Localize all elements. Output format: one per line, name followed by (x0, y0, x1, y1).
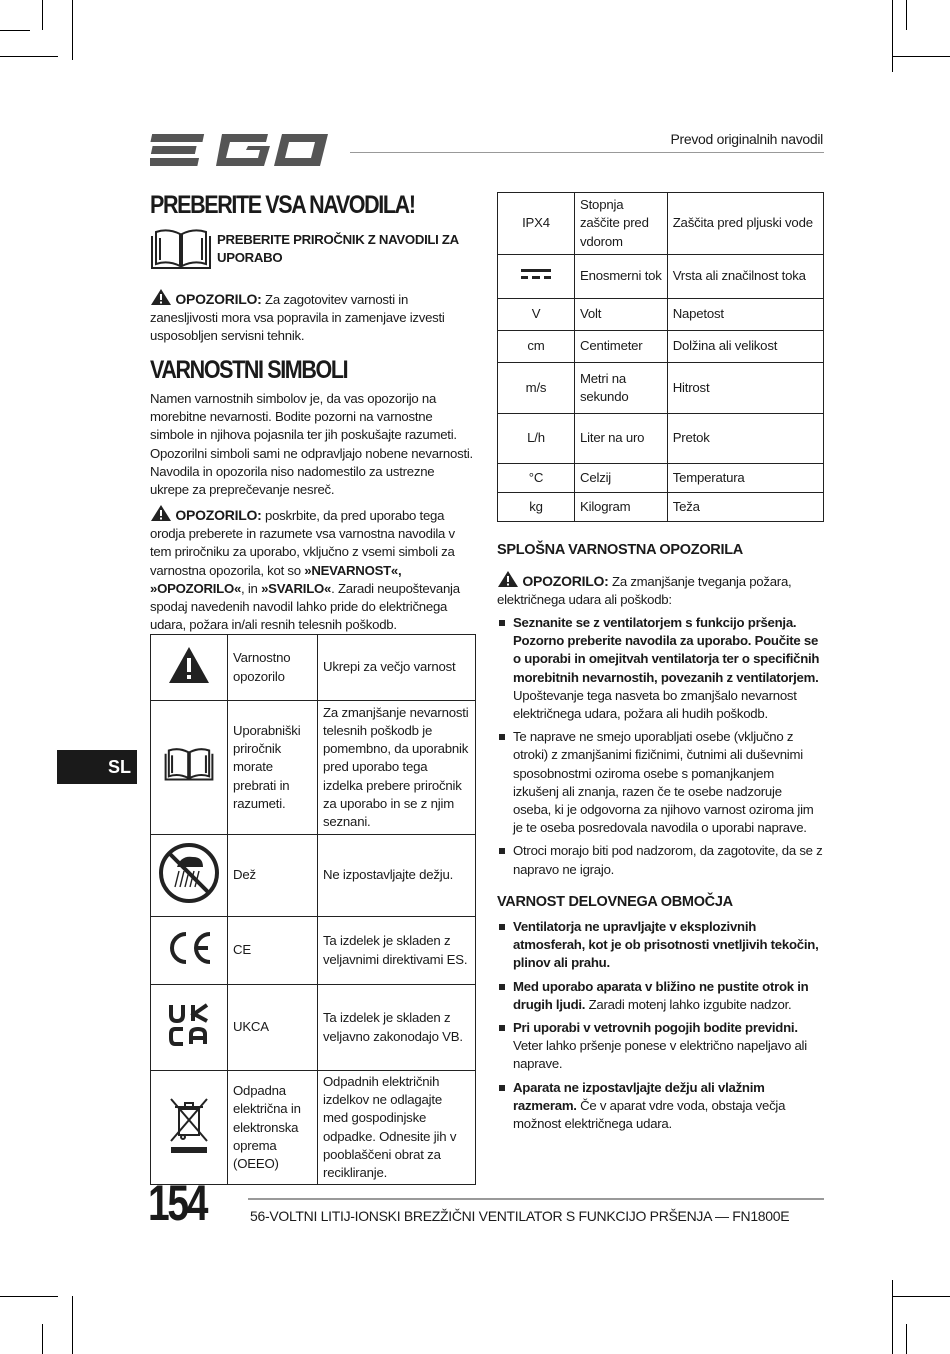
item-bold: Med uporabo aparata v bližino ne pustite otrok in drugih ljudi. (513, 978, 809, 1012)
symbol-name: Odpadna električna in elektronska oprema (OEEO) (228, 1071, 318, 1185)
warning-signal-word: »SVARILO« (261, 580, 332, 596)
unit-name: Centimeter (575, 331, 668, 363)
section-title-safety-symbols: VARNOSTNI SIMBOLI (150, 356, 348, 384)
item-text: Te naprave ne smejo uporabljati osebe (vključno z otroki) z zmanjšanimi fizičnimi, čutnimi ali duševnimi sposobnostmi oziroma osebe s pomanjkanjem izkušenj ali znanja, razen če te osebe nadzoruje oseba, ki je odgovorna za njihovo varnost oziroma jim je te oseba posredovala navodila o uporabi naprave. (513, 729, 814, 836)
header-rule (350, 152, 824, 153)
footer-rule (248, 1198, 824, 1200)
symbol-cell (151, 985, 228, 1071)
crop-mark (0, 56, 58, 57)
symbol-name: Dež (228, 835, 318, 917)
symbols-intro: Namen varnostnih simbolov je, da vas opozorijo na morebitne nevarnosti. Bodite pozorni na varnostne simbole in njihova pojasnila ter jih poskušajte razumeti. Opozorilni simboli sami ne odpravljajo nobene nevarnosti. Navodila in opozorila niso nadomestilo za ustrezne ukrepe za preprečevanje nesreč. (150, 391, 473, 498)
manual-book-icon (150, 228, 212, 272)
item-bold: Aparata ne izpostavljajte dežju ali vlažnim razmeram. (513, 1079, 765, 1113)
unit-desc: Teža (667, 493, 823, 522)
heading-work-area: VARNOST DELOVNEGA OBMOČJA (497, 894, 733, 910)
list-item (497, 978, 823, 1014)
symbol-desc: Ne izpostavljajte dežju. (318, 835, 476, 917)
symbol-cell (151, 917, 228, 985)
unit-desc: Hitrost (667, 363, 823, 414)
unit-desc: Vrsta ali značilnost toka (667, 255, 823, 299)
table-row (498, 255, 824, 299)
ego-logo (150, 130, 332, 170)
crop-mark (0, 30, 30, 31)
unit-symbol: V (498, 299, 575, 331)
unit-symbol: cm (498, 331, 575, 363)
table-row (151, 835, 476, 917)
table-row (498, 331, 824, 363)
symbol-cell (151, 835, 228, 917)
unit-name: Enosmerni tok (575, 255, 668, 299)
language-tab: SL (57, 750, 137, 784)
warning-general (497, 570, 823, 609)
warning-read-instructions (150, 504, 476, 634)
unit-symbol: IPX4 (498, 193, 575, 255)
crop-mark (42, 1324, 43, 1354)
table-row (498, 299, 824, 331)
table-row (498, 493, 824, 522)
crop-mark (892, 1280, 893, 1354)
symbols-table (150, 634, 476, 1185)
table-row (151, 701, 476, 835)
list-item (497, 728, 823, 837)
heading-general-safety: SPLOŠNA VARNOSTNA OPOZORILA (497, 542, 743, 558)
unit-name: Volt (575, 299, 668, 331)
table-row (151, 1071, 476, 1185)
warning-triangle-icon (150, 292, 172, 307)
list-item (497, 918, 823, 973)
page-number: 154 (148, 1175, 207, 1231)
symbol-cell (151, 635, 228, 701)
direct-current-icon (521, 269, 551, 284)
table-row (498, 363, 824, 414)
item-text: Če v aparat vdre voda, obstaja večja možnost električnega udara. (513, 1097, 786, 1132)
warning-text: , in (241, 580, 262, 596)
section-title-read-all: PREBERITE VSA NAVODILA! (150, 191, 415, 219)
unit-symbol (498, 255, 575, 299)
manual-note: PREBERITE PRIROČNIK Z NAVODILI ZA UPORABO (217, 232, 459, 265)
ce-mark-icon (164, 954, 214, 969)
unit-desc: Zaščita pred pljuski vode (667, 193, 823, 255)
symbol-name: UKCA (228, 985, 318, 1071)
list-item (497, 1079, 823, 1134)
warning-signal-words: »NEVARNOST«, »OPOZORILO« (150, 562, 402, 596)
crop-mark (72, 1296, 73, 1354)
unit-name: Celzij (575, 464, 668, 493)
units-table (497, 192, 824, 522)
crop-mark (42, 0, 43, 30)
unit-symbol: m/s (498, 363, 575, 414)
item-text: Zaradi motenj lahko izgubite nadzor. (585, 996, 792, 1012)
symbol-cell (151, 1071, 228, 1185)
warning-service (150, 288, 476, 346)
table-row (151, 635, 476, 701)
unit-desc: Napetost (667, 299, 823, 331)
warning-triangle-icon (167, 673, 211, 688)
ukca-mark-icon (167, 1035, 211, 1050)
unit-symbol: L/h (498, 414, 575, 464)
warning-triangle-icon (150, 508, 172, 523)
symbol-cell (151, 701, 228, 835)
item-bold: Ventilatorja ne upravljajte v eksplozivnih atmosferah, kot je ob prisotnosti vnetljivih tekočin, plinov ali prahu. (513, 919, 819, 971)
item-bold: Pri uporabi v vetrovnih pogojih bodite previdni. (513, 1020, 798, 1036)
warning-label: OPOZORILO: (175, 507, 262, 523)
symbol-desc: Odpadnih električnih izdelkov ne odlagajte med gospodinjske odpadke. Odnesite jih v pooblaščeni obrat za recikliranje. (318, 1071, 476, 1185)
list-item (497, 842, 823, 878)
warning-label: OPOZORILO: (175, 291, 262, 307)
table-row (151, 985, 476, 1071)
crop-mark (0, 1296, 58, 1297)
work-area-list (497, 918, 823, 1138)
weee-bin-icon (167, 1145, 211, 1160)
unit-desc: Dolžina ali velikost (667, 331, 823, 363)
crop-mark (906, 1324, 907, 1354)
warning-triangle-icon (497, 574, 519, 589)
general-safety-list (497, 614, 823, 884)
warning-text: Za zmanjšanje tveganja požara, električnega udara ali poškodb: (497, 574, 792, 608)
item-text: Veter lahko pršenje ponese v električno napeljavo ali naprave. (513, 1038, 807, 1072)
manual-book-icon (164, 773, 214, 788)
unit-symbol: °C (498, 464, 575, 493)
crop-mark (906, 0, 907, 30)
unit-name: Kilogram (575, 493, 668, 522)
symbol-name: CE (228, 917, 318, 985)
warning-label: OPOZORILO: (522, 573, 609, 589)
item-text: Otroci morajo biti pod nadzorom, da zagotovite, da se z napravo ne igrajo. (513, 843, 823, 877)
item-bold: Seznanite se z ventilatorjem s funkcijo pršenja. Pozorno preberite navodila za uporabo. Poučite se o uporabi in omejitvah ventilatorja ter o specifičnih morebitnih nevarnostih, povezanih z ventilatorjem. (513, 615, 820, 685)
symbol-desc: Ta izdelek je skladen z veljavno zakonodajo VB. (318, 985, 476, 1071)
table-row (151, 917, 476, 985)
unit-desc: Temperatura (667, 464, 823, 493)
symbol-desc: Ukrepi za večjo varnost (318, 635, 476, 701)
unit-name: Stopnja zaščite pred vdorom (575, 193, 668, 255)
symbol-name: Uporabniški priročnik morate prebrati in razumeti. (228, 701, 318, 835)
footer-title: 56-VOLTNI LITIJ-IONSKI BREZŽIČNI VENTILATOR S FUNKCIJO PRŠENJA — FN1800E (250, 1208, 790, 1224)
symbol-desc: Za zmanjšanje nevarnosti telesnih poškodb je pomembno, da uporabnik pred uporabo tega izdelka prebere priročnik za uporabo in se z njim seznani. (318, 701, 476, 835)
crop-mark (892, 56, 950, 57)
table-row (498, 193, 824, 255)
warning-text: . Zaradi neupoštevanja spodaj navedenih navodil lahko pride do električnega udara, požara in/ali resnih telesnih poškodb. (150, 580, 460, 633)
symbol-name: Varnostno opozorilo (228, 635, 318, 701)
warning-text: Za zagotovitev varnosti in zanesljivosti mora vsa popravila in zamenjave izvesti usposobljen servisni tehnik. (150, 292, 445, 344)
unit-desc: Pretok (667, 414, 823, 464)
list-item (497, 1019, 823, 1074)
no-rain-icon (157, 893, 221, 908)
table-row (498, 414, 824, 464)
unit-name: Metri na sekundo (575, 363, 668, 414)
unit-name: Liter na uro (575, 414, 668, 464)
list-item (497, 614, 823, 723)
table-row (498, 464, 824, 493)
crop-mark (892, 0, 893, 72)
header-subtitle: Prevod originalnih navodil (670, 131, 823, 147)
crop-mark (72, 0, 73, 60)
unit-symbol: kg (498, 493, 575, 522)
symbol-desc: Ta izdelek je skladen z veljavnimi direktivami ES. (318, 917, 476, 985)
warning-text: poskrbite, da pred uporabo tega orodja preberete in razumete vsa varnostna navodila v tem priročniku za uporabo, vključno z vsemi simboli za varnostna opozorila, kot so (150, 508, 455, 578)
crop-mark (892, 1296, 950, 1297)
item-text: Upoštevanje tega nasveta bo zmanjšalo nevarnost električnega udara, požara ali hudih poškodb. (513, 687, 797, 722)
